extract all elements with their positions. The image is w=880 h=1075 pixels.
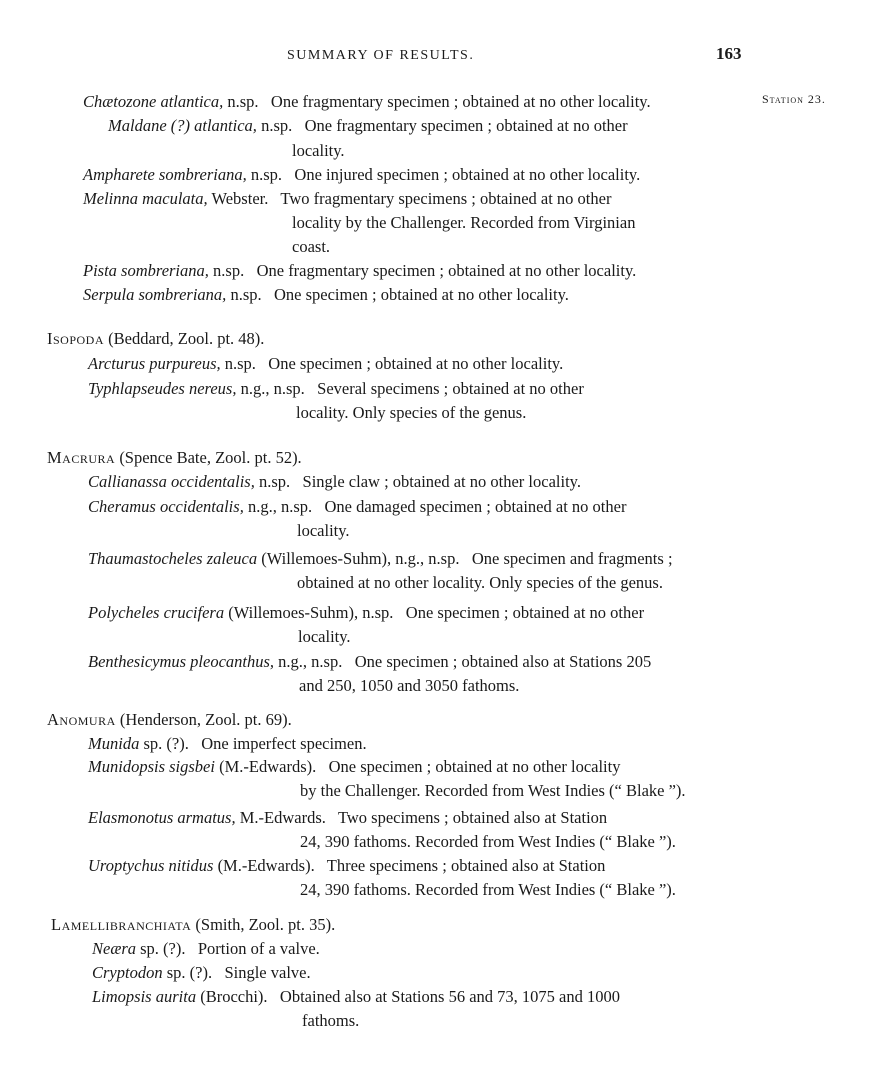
entry-line [88, 495, 626, 519]
entry-text: n.g., n.sp. One damaged specimen ; obtained at no other [243, 497, 627, 516]
entry-line [83, 187, 611, 211]
entry-continuation: fathoms. [302, 1011, 360, 1030]
entry-line [92, 985, 620, 1009]
entry-text: (Willemoes-Suhm), n.g., n.sp. One specimen and fragments ; [257, 549, 673, 568]
entry-continuation: locality. [298, 627, 351, 646]
entry-line [88, 806, 607, 830]
section-heading-lamellibranchiata [51, 913, 335, 937]
entry-line [88, 352, 563, 376]
species-name: Maldane (?) atlantica, [108, 116, 257, 135]
entry-text: (Brocchi). Obtained also at Stations 56 and 73, 1075 and 1000 [196, 987, 620, 1006]
entry-text: (Willemoes-Suhm), n.sp. One specimen ; obtained at no other [224, 603, 645, 622]
entry-line [88, 377, 584, 401]
entry-text: n.g., n.sp. Several specimens ; obtained at no other [236, 379, 584, 398]
entry-text: sp. (?). One imperfect specimen. [139, 734, 367, 753]
species-name: Cryptodon [92, 963, 163, 982]
entry-text: n.sp. Single claw ; obtained at no other locality. [254, 472, 581, 491]
entry-line [83, 283, 569, 307]
entry-line [83, 90, 651, 114]
station-margin-note: Station 23. [762, 92, 826, 106]
group-reference: (Henderson, Zool. pt. 69). [115, 710, 292, 729]
entry-continuation: 24, 390 fathoms. Recorded from West Indies (“ Blake ”). [300, 832, 676, 851]
entry-continuation: locality. [292, 141, 345, 160]
entry-line [108, 114, 628, 138]
section-heading-isopoda [47, 327, 264, 351]
entry-continuation: locality. [297, 521, 350, 540]
entry-text: n.sp. One fragmentary specimen ; obtained at no other locality. [208, 261, 637, 280]
entry-continuation: obtained at no other locality. Only species of the genus. [297, 573, 663, 592]
entry-continuation: and 250, 1050 and 3050 fathoms. [299, 676, 520, 695]
page-number: 163 [716, 44, 742, 63]
species-name: Melinna maculata, [83, 189, 208, 208]
entry-text: M.-Edwards. Two specimens ; obtained also at Station [235, 808, 608, 827]
species-name: Polycheles crucifera [88, 603, 225, 622]
species-name: Typhlapseudes nereus, [88, 379, 237, 398]
section-heading-macrura [47, 446, 302, 470]
entry-text: n.g., n.sp. One specimen ; obtained also at Stations 205 [274, 652, 652, 671]
group-name: Anomura [47, 710, 116, 729]
entry-line [83, 259, 636, 283]
entry-continuation: locality. Only species of the genus. [296, 403, 527, 422]
entry-text: n.sp. One specimen ; obtained at no other locality. [220, 354, 564, 373]
entry-text: n.sp. One specimen ; obtained at no other locality. [226, 285, 569, 304]
entry-line [88, 547, 673, 571]
species-name: Ampharete sombreriana, [83, 165, 247, 184]
page-header-title: SUMMARY OF RESULTS. [287, 48, 475, 63]
species-name: Benthesicymus pleocanthus, [88, 652, 275, 671]
entry-line [88, 601, 644, 625]
species-name: Pista sombreriana, [83, 261, 209, 280]
group-reference: (Spence Bate, Zool. pt. 52). [115, 448, 302, 467]
entry-line [83, 163, 640, 187]
entry-line [88, 650, 651, 674]
entry-text: n.sp. One fragmentary specimen ; obtained at no other [256, 116, 628, 135]
entry-text: n.sp. One injured specimen ; obtained at no other locality. [246, 165, 641, 184]
entry-line [88, 470, 581, 494]
entry-continuation: coast. [292, 237, 331, 256]
entry-text: Webster. Two fragmentary specimens ; obtained at no other [207, 189, 612, 208]
species-name: Elasmonotus armatus, [88, 808, 236, 827]
entry-line [88, 732, 367, 756]
species-name: Cheramus occidentalis, [88, 497, 244, 516]
entry-line [92, 937, 320, 961]
entry-continuation: locality by the Challenger. Recorded from Virginian [292, 213, 636, 232]
group-name: Macrura [47, 448, 116, 467]
entry-text: (M.-Edwards). One specimen ; obtained at no other locality [214, 757, 621, 776]
species-name: Serpula sombreriana, [83, 285, 227, 304]
species-name: Callianassa occidentalis, [88, 472, 255, 491]
entry-line [88, 854, 605, 878]
species-name: Limopsis aurita [92, 987, 197, 1006]
species-name: Uroptychus nitidus [88, 856, 214, 875]
species-name: Chætozone atlantica, [83, 92, 224, 111]
entry-text: sp. (?). Single valve. [162, 963, 311, 982]
entry-continuation: by the Challenger. Recorded from West Indies (“ Blake ”). [300, 781, 686, 800]
species-name: Arcturus purpureus, [88, 354, 221, 373]
group-reference: (Beddard, Zool. pt. 48). [104, 329, 265, 348]
entry-line [88, 755, 620, 779]
entry-continuation: 24, 390 fathoms. Recorded from West Indies (“ Blake ”). [300, 880, 676, 899]
entry-line [92, 961, 311, 985]
species-name: Munida [88, 734, 140, 753]
entry-text: n.sp. One fragmentary specimen ; obtained at no other locality. [223, 92, 651, 111]
species-name: Thaumastocheles zaleuca [88, 549, 258, 568]
group-name: Isopoda [47, 329, 105, 348]
group-reference: (Smith, Zool. pt. 35). [191, 915, 336, 934]
species-name: Munidopsis sigsbei [88, 757, 215, 776]
entry-text: (M.-Edwards). Three specimens ; obtained also at Station [213, 856, 606, 875]
species-name: Neæra [92, 939, 137, 958]
group-name: Lamellibranchiata [51, 915, 192, 934]
entry-text: sp. (?). Portion of a valve. [136, 939, 320, 958]
section-heading-anomura [47, 708, 292, 732]
